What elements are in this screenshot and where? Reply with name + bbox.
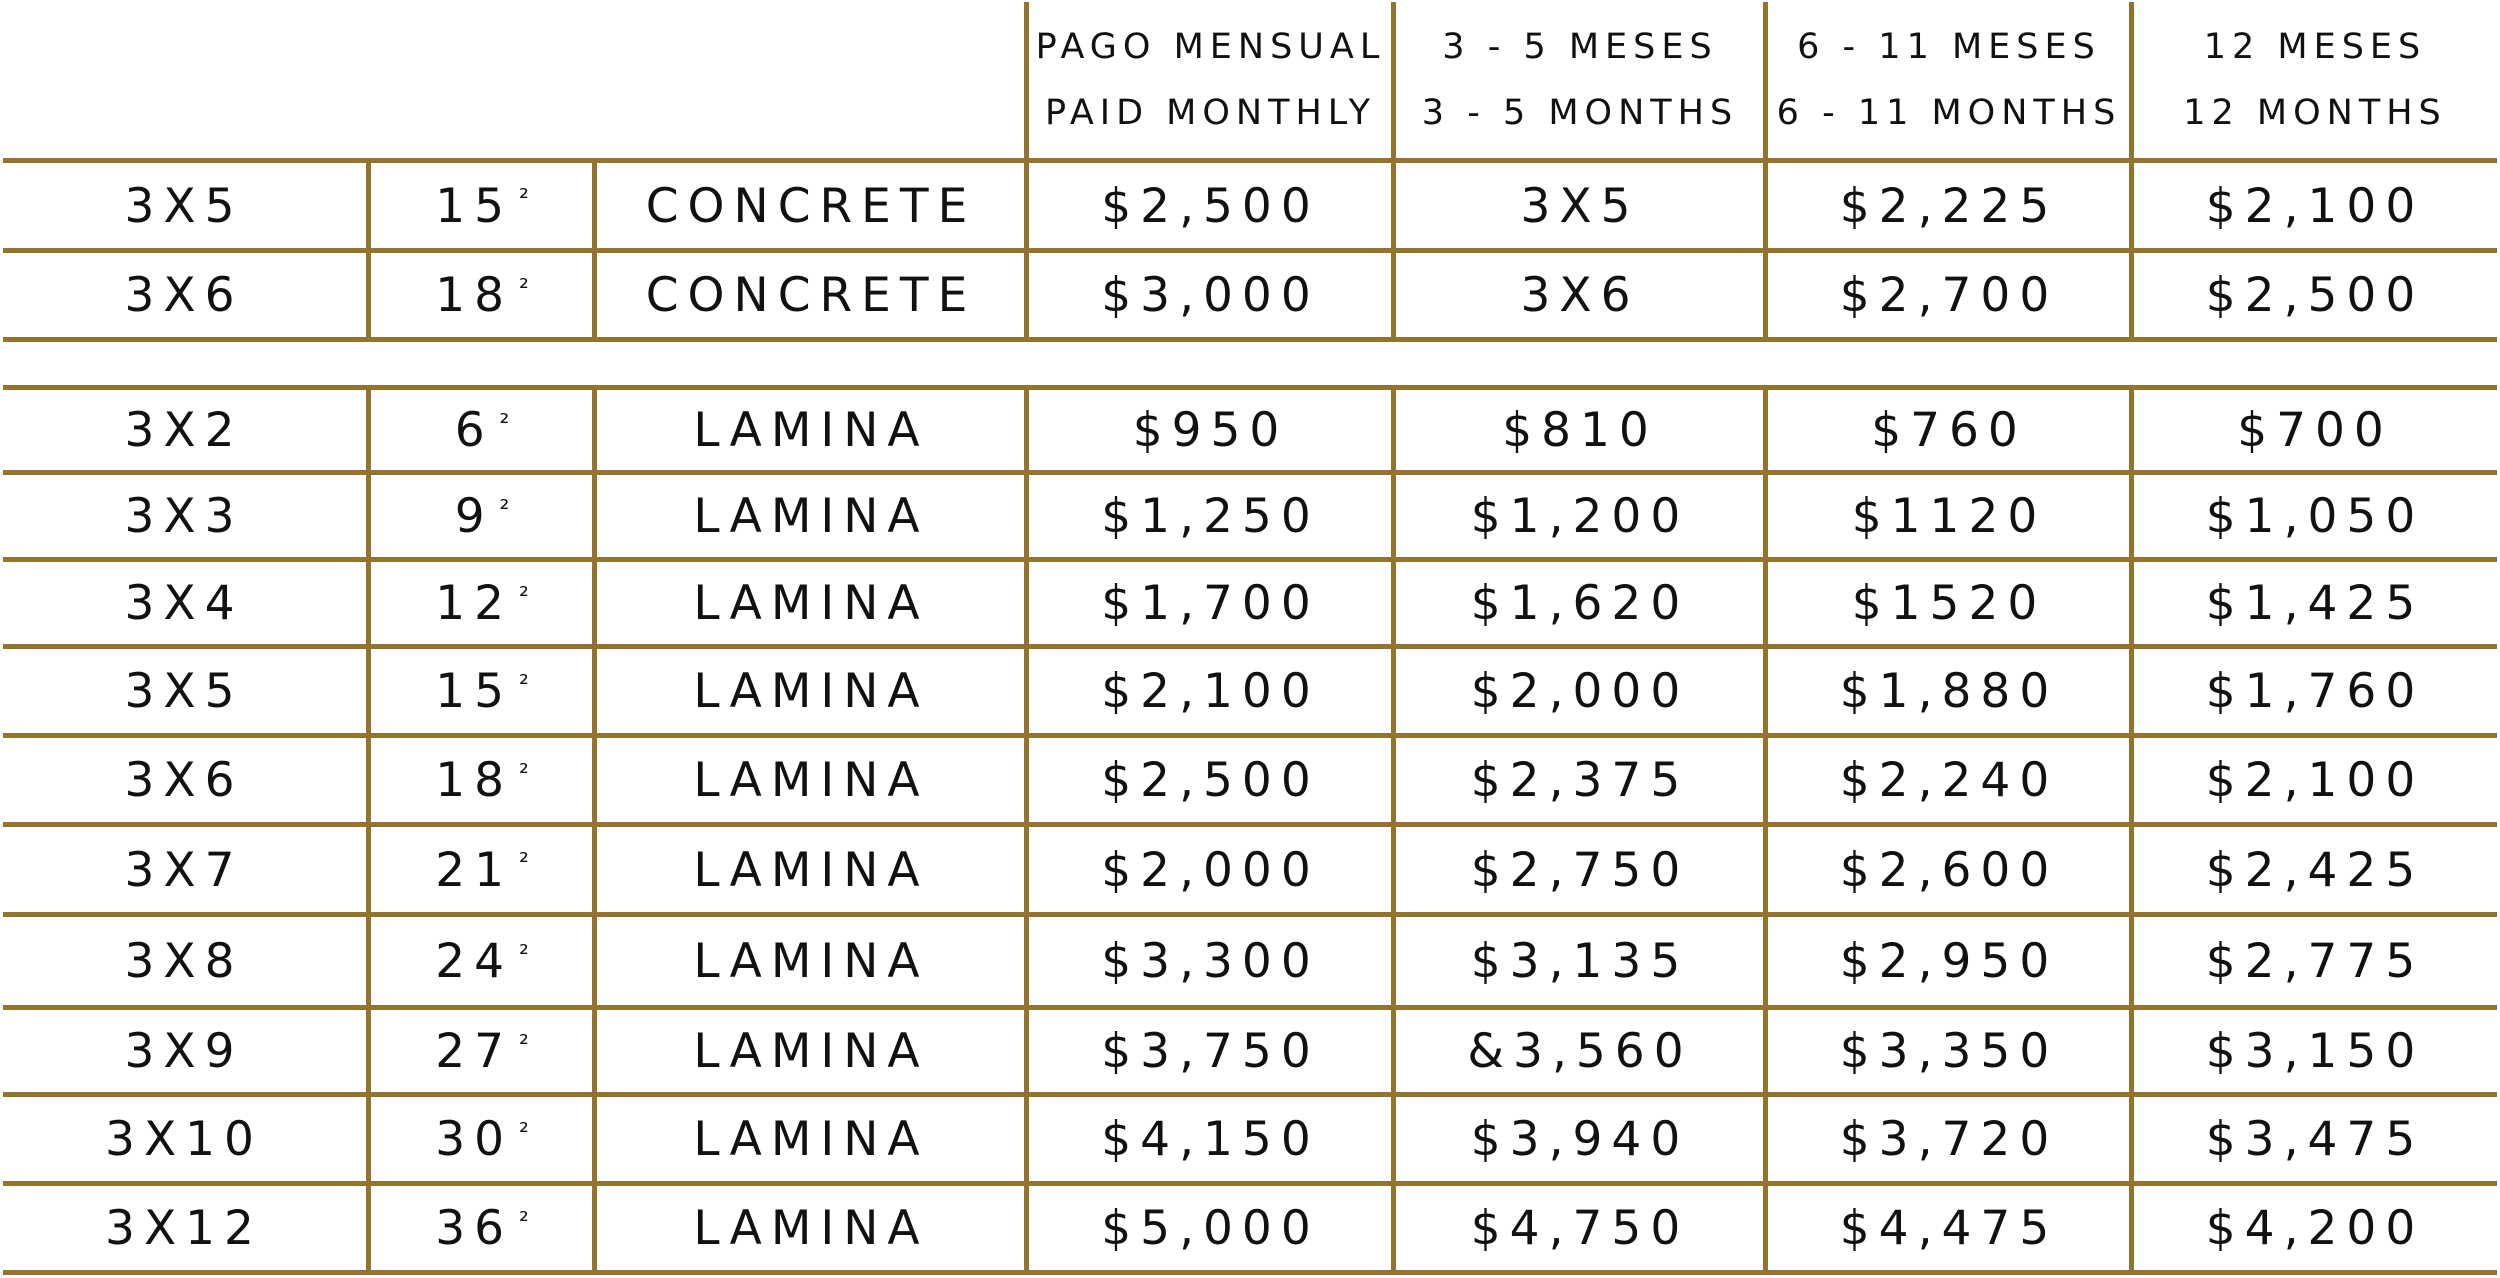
header-line-es: PAGO MENSUAL	[1035, 27, 1386, 67]
area-cell	[370, 1185, 594, 1272]
area-value: 30	[435, 1112, 514, 1167]
price-monthly-cell: $4,150	[1101, 1112, 1320, 1167]
price-3-5-cell: 3X5	[1520, 178, 1640, 234]
price-12-cell: $3,475	[2205, 1112, 2425, 1167]
area-value: 12	[435, 576, 514, 631]
price-monthly-cell: $5,000	[1101, 1201, 1320, 1256]
size-cell: 3X8	[124, 934, 244, 989]
area-unit: ²	[519, 273, 529, 302]
column-divider	[2129, 2, 2134, 160]
price-monthly-cell: $3,000	[1101, 268, 1320, 323]
price-12-cell: $1,425	[2205, 576, 2425, 631]
table-row	[0, 916, 2500, 1007]
column-divider	[1763, 385, 1768, 1275]
header-col-6-11-months	[1767, 0, 2131, 160]
row-divider	[3, 248, 2497, 253]
area-value: 21	[435, 842, 514, 898]
section-divider	[3, 385, 2497, 390]
price-12-cell: $2,775	[2205, 934, 2425, 989]
price-12-cell: $4,200	[2205, 1201, 2425, 1256]
area-unit: ²	[519, 758, 529, 787]
area-value: 27	[435, 1024, 514, 1079]
price-3-5-cell: $2,375	[1470, 753, 1690, 808]
column-divider	[1024, 2, 1029, 160]
price-6-11-cell: $2,600	[1839, 842, 2059, 898]
column-divider	[1763, 2, 1768, 160]
header-line-es: 6 - 11 MESES	[1797, 27, 2101, 67]
material-cell: LAMINA	[693, 664, 929, 719]
area-unit: ²	[519, 939, 529, 968]
price-6-11-cell: $1520	[1851, 576, 2047, 631]
size-cell: 3X10	[105, 1112, 263, 1167]
size-cell: 3X12	[105, 1201, 263, 1256]
size-cell: 3X3	[124, 489, 244, 544]
area-cell	[370, 561, 594, 646]
price-monthly-cell: $950	[1132, 403, 1289, 458]
column-divider	[592, 158, 597, 342]
price-6-11-cell: $3,350	[1839, 1024, 2059, 1079]
column-divider	[1391, 385, 1396, 1275]
price-3-5-cell: $810	[1502, 403, 1658, 458]
price-monthly-cell: $1,250	[1101, 489, 1320, 544]
price-12-cell: $1,760	[2205, 664, 2425, 719]
area-cell	[370, 389, 594, 472]
price-monthly-cell: $2,500	[1101, 753, 1320, 808]
material-cell: LAMINA	[693, 489, 929, 544]
area-value: 36	[435, 1201, 514, 1256]
size-cell: 3X2	[124, 403, 244, 458]
area-cell	[370, 1096, 594, 1183]
header-line-en: 12 MONTHS	[2183, 93, 2447, 133]
price-12-cell: $1,050	[2205, 489, 2425, 544]
price-monthly-cell: $3,750	[1101, 1024, 1320, 1079]
price-6-11-cell: $3,720	[1839, 1112, 2059, 1167]
column-divider	[1024, 385, 1029, 1275]
area-cell	[370, 1009, 594, 1094]
price-3-5-cell: $1,200	[1470, 489, 1690, 544]
area-value: 15	[435, 664, 514, 719]
header-col-3-5-months	[1395, 0, 1765, 160]
table-row	[0, 1009, 2500, 1094]
row-divider	[3, 912, 2497, 917]
area-unit: ²	[519, 581, 529, 610]
material-cell: LAMINA	[693, 753, 929, 808]
column-divider	[1391, 2, 1396, 160]
size-cell: 3X5	[124, 178, 244, 234]
size-cell: 3X9	[124, 1024, 244, 1079]
price-6-11-cell: $2,950	[1839, 934, 2059, 989]
material-cell: CONCRETE	[645, 268, 977, 323]
size-cell: 3X7	[124, 842, 244, 898]
area-unit: ²	[519, 669, 529, 698]
area-cell	[370, 737, 594, 824]
area-cell	[370, 916, 594, 1007]
material-cell: LAMINA	[693, 403, 929, 458]
price-12-cell: $3,150	[2205, 1024, 2425, 1079]
price-monthly-cell: $2,000	[1101, 842, 1320, 898]
material-cell: LAMINA	[693, 1112, 929, 1167]
table-row	[0, 1096, 2500, 1183]
table-row	[0, 389, 2500, 472]
area-value: 18	[435, 268, 514, 323]
column-divider	[1763, 158, 1768, 342]
area-cell	[370, 162, 594, 250]
price-6-11-cell: $4,475	[1839, 1201, 2059, 1256]
price-3-5-cell: $3,940	[1470, 1112, 1690, 1167]
row-divider	[3, 1005, 2497, 1010]
area-cell	[370, 826, 594, 914]
area-cell	[370, 648, 594, 735]
row-divider	[3, 557, 2497, 562]
header-line-es: 3 - 5 MESES	[1442, 27, 1718, 67]
price-3-5-cell: $3,135	[1470, 934, 1690, 989]
table-row	[0, 474, 2500, 559]
column-divider	[366, 385, 371, 1275]
area-value: 6	[454, 403, 494, 458]
price-3-5-cell: $1,620	[1470, 576, 1690, 631]
column-divider	[2129, 158, 2134, 342]
area-unit: ²	[519, 1206, 529, 1235]
row-divider	[3, 1181, 2497, 1186]
price-3-5-cell: &3,560	[1467, 1024, 1693, 1079]
size-cell: 3X6	[124, 753, 244, 808]
material-cell: LAMINA	[693, 1201, 929, 1256]
price-3-5-cell: $2,750	[1470, 842, 1690, 898]
material-cell: LAMINA	[693, 934, 929, 989]
row-divider	[3, 822, 2497, 827]
price-3-5-cell: $2,000	[1470, 664, 1690, 719]
header-line-en: 6 - 11 MONTHS	[1776, 93, 2122, 133]
material-cell: LAMINA	[693, 576, 929, 631]
size-cell: 3X4	[124, 576, 244, 631]
area-unit: ²	[519, 1117, 529, 1146]
row-divider	[3, 1092, 2497, 1097]
price-monthly-cell: $2,500	[1101, 178, 1320, 234]
material-cell: LAMINA	[693, 1024, 929, 1079]
row-divider	[3, 337, 2497, 342]
price-6-11-cell: $2,240	[1839, 753, 2059, 808]
table-row	[0, 737, 2500, 824]
price-6-11-cell: $1120	[1851, 489, 2047, 544]
column-divider	[592, 385, 597, 1275]
price-6-11-cell: $2,225	[1839, 178, 2059, 234]
price-monthly-cell: $3,300	[1101, 934, 1320, 989]
area-value: 15	[435, 178, 514, 234]
row-divider	[3, 1270, 2497, 1275]
price-12-cell: $2,100	[2205, 178, 2425, 234]
price-monthly-cell: $1,700	[1101, 576, 1320, 631]
price-12-cell: $2,100	[2205, 753, 2425, 808]
price-6-11-cell: $760	[1871, 403, 2027, 458]
column-divider	[366, 158, 371, 342]
price-3-5-cell: $4,750	[1470, 1201, 1690, 1256]
material-cell: LAMINA	[693, 842, 929, 898]
header-line-en: PAID MONTHLY	[1044, 93, 1377, 133]
header-col-12-months	[2133, 0, 2497, 160]
table-row	[0, 162, 2500, 250]
area-value: 9	[454, 489, 494, 544]
header-line-en: 3 - 5 MONTHS	[1421, 93, 1739, 133]
row-divider	[3, 470, 2497, 475]
price-3-5-cell: 3X6	[1520, 268, 1640, 323]
price-12-cell: $2,500	[2205, 268, 2425, 323]
price-6-11-cell: $2,700	[1839, 268, 2059, 323]
size-cell: 3X5	[124, 664, 244, 719]
area-unit: ²	[519, 1029, 529, 1058]
area-unit: ²	[519, 184, 529, 212]
table-row	[0, 561, 2500, 646]
area-unit: ²	[499, 408, 510, 437]
header-line-es: 12 MESES	[2203, 27, 2427, 67]
price-monthly-cell: $2,100	[1101, 664, 1320, 719]
price-12-cell: $700	[2237, 403, 2393, 458]
area-unit: ²	[499, 494, 510, 523]
table-row	[0, 826, 2500, 914]
column-divider	[1391, 158, 1396, 342]
price-12-cell: $2,425	[2205, 842, 2425, 898]
area-value: 24	[435, 934, 514, 989]
column-divider	[2129, 385, 2134, 1275]
area-unit: ²	[519, 848, 529, 876]
material-cell: CONCRETE	[645, 178, 977, 234]
area-value: 18	[435, 753, 514, 808]
table-row	[0, 648, 2500, 735]
row-divider	[3, 158, 2497, 163]
area-cell	[370, 252, 594, 339]
table-row	[0, 252, 2500, 339]
header-col-paid-monthly	[1028, 0, 1393, 160]
table-row	[0, 1185, 2500, 1272]
area-cell	[370, 474, 594, 559]
column-divider	[1024, 158, 1029, 342]
row-divider	[3, 644, 2497, 649]
row-divider	[3, 733, 2497, 738]
price-6-11-cell: $1,880	[1839, 664, 2059, 719]
size-cell: 3X6	[124, 268, 244, 323]
